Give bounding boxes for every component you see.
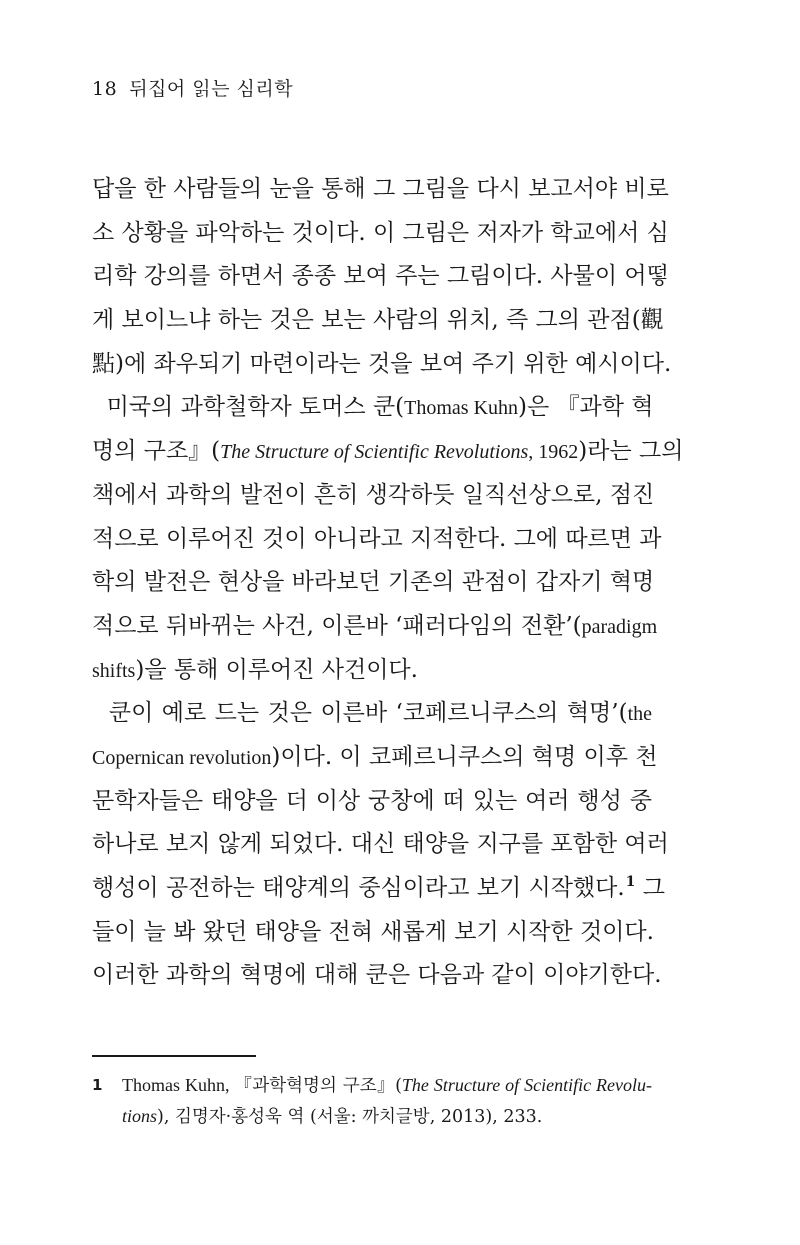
english-term: shifts (92, 659, 136, 682)
text-run: 책에서 과학의 발전이 흔히 생각하듯 일직선상으로, 점진 (92, 481, 655, 508)
text-run: 하나로 보지 않게 되었다. 대신 태양을 지구를 포함한 여러 (92, 831, 669, 858)
footnote-english-title: The Structure of Scientific Revolu- (401, 1075, 652, 1095)
text-run: 이러한 과학의 혁명에 대해 쿤은 다음과 같이 이야기한다. (92, 962, 662, 989)
footnote-citation: ), 김명자·홍성욱 역 (서울: 까치글방, 2013), 233. (157, 1107, 543, 1127)
page-number: 18 (92, 78, 118, 100)
text-line (92, 954, 662, 998)
text-line (92, 561, 655, 605)
running-head (92, 76, 293, 102)
text-run: 답을 한 사람들의 눈을 통해 그 그림을 다시 보고서야 비로 (92, 176, 669, 202)
text-run: 쿤이 예로 드는 것은 이른바 ‘코페르니쿠스의 혁명’( (108, 700, 628, 727)
text-run: 게 보이느냐 하는 것은 보는 사람의 위치, 즉 그의 관점(觀 (92, 307, 664, 334)
text-line (92, 736, 658, 780)
footnote-author: Thomas Kuhn, (122, 1075, 235, 1095)
text-line (92, 212, 669, 256)
text-line (92, 649, 652, 693)
english-term: Copernican revolution (92, 746, 272, 769)
text-run: 리학 강의를 하면서 종종 보여 주는 그림이다. 사물이 어떻 (92, 263, 669, 290)
text-line (92, 255, 669, 299)
text-line (92, 168, 669, 212)
text-run: 학의 발전은 현상을 바라보던 기존의 관점이 갑자기 혁명 (92, 569, 655, 596)
text-run: )은 『과학 혁 (518, 394, 654, 421)
text-line (92, 386, 652, 430)
english-term: the (627, 703, 652, 726)
text-line (92, 430, 684, 474)
english-term: paradigm (581, 615, 658, 638)
book-title: 뒤집어 읽는 심리학 (129, 78, 294, 100)
text-line (92, 343, 672, 387)
footnote-number: 1 (92, 1076, 103, 1094)
footnote-reference[interactable]: 1 (625, 874, 636, 891)
text-run: )을 통해 이루어진 사건이다. (135, 656, 418, 683)
footnote (92, 1070, 652, 1132)
book-title-english: The Structure of Scientific Revolutions (220, 441, 529, 464)
text-run: 적으로 뒤바뀌는 사건, 이른바 ‘패러다임의 전환’( (92, 612, 582, 639)
text-run: )이다. 이 코페르니쿠스의 혁명 이후 천 (271, 743, 658, 770)
body-text (92, 168, 684, 998)
footnote-english-title: tions (122, 1106, 158, 1126)
text-line (92, 474, 655, 518)
text-run: 들이 늘 봐 왔던 태양을 전혀 새롭게 보기 시작한 것이다. (92, 918, 654, 945)
text-run: 미국의 과학철학자 토머스 쿤( (106, 394, 405, 421)
text-run: 명의 구조』( (92, 438, 221, 465)
text-line (92, 911, 652, 955)
footnote-divider (92, 1055, 256, 1057)
text-run: 적으로 이루어진 것이 아니라고 지적한다. 그에 따르면 과 (92, 525, 662, 552)
text-line (92, 605, 658, 649)
footnote-line (122, 1070, 652, 1101)
footnote-line (122, 1101, 652, 1132)
text-line (92, 867, 665, 911)
text-run: 행성이 공전하는 태양계의 중심이라고 보기 시작했다. (92, 875, 625, 901)
text-run: 문학자들은 태양을 더 이상 궁창에 떠 있는 여러 행성 중 (92, 787, 652, 814)
text-run: 소 상황을 파악하는 것이다. 이 그림은 저자가 학교에서 심 (92, 219, 669, 246)
footnote-korean-title: 『과학혁명의 구조』( (234, 1076, 402, 1096)
text-line (92, 299, 664, 343)
text-run: )라는 그의 (578, 438, 684, 465)
text-line (92, 692, 652, 736)
text-line (92, 780, 652, 824)
text-run: 點)에 좌우되기 마련이라는 것을 보여 주기 위한 예시이다. (92, 350, 672, 377)
author-name: Thomas Kuhn (404, 397, 519, 420)
text-line (92, 823, 669, 867)
publication-year: , 1962 (528, 441, 579, 464)
text-line (92, 518, 662, 562)
text-run: 그 (635, 875, 665, 901)
